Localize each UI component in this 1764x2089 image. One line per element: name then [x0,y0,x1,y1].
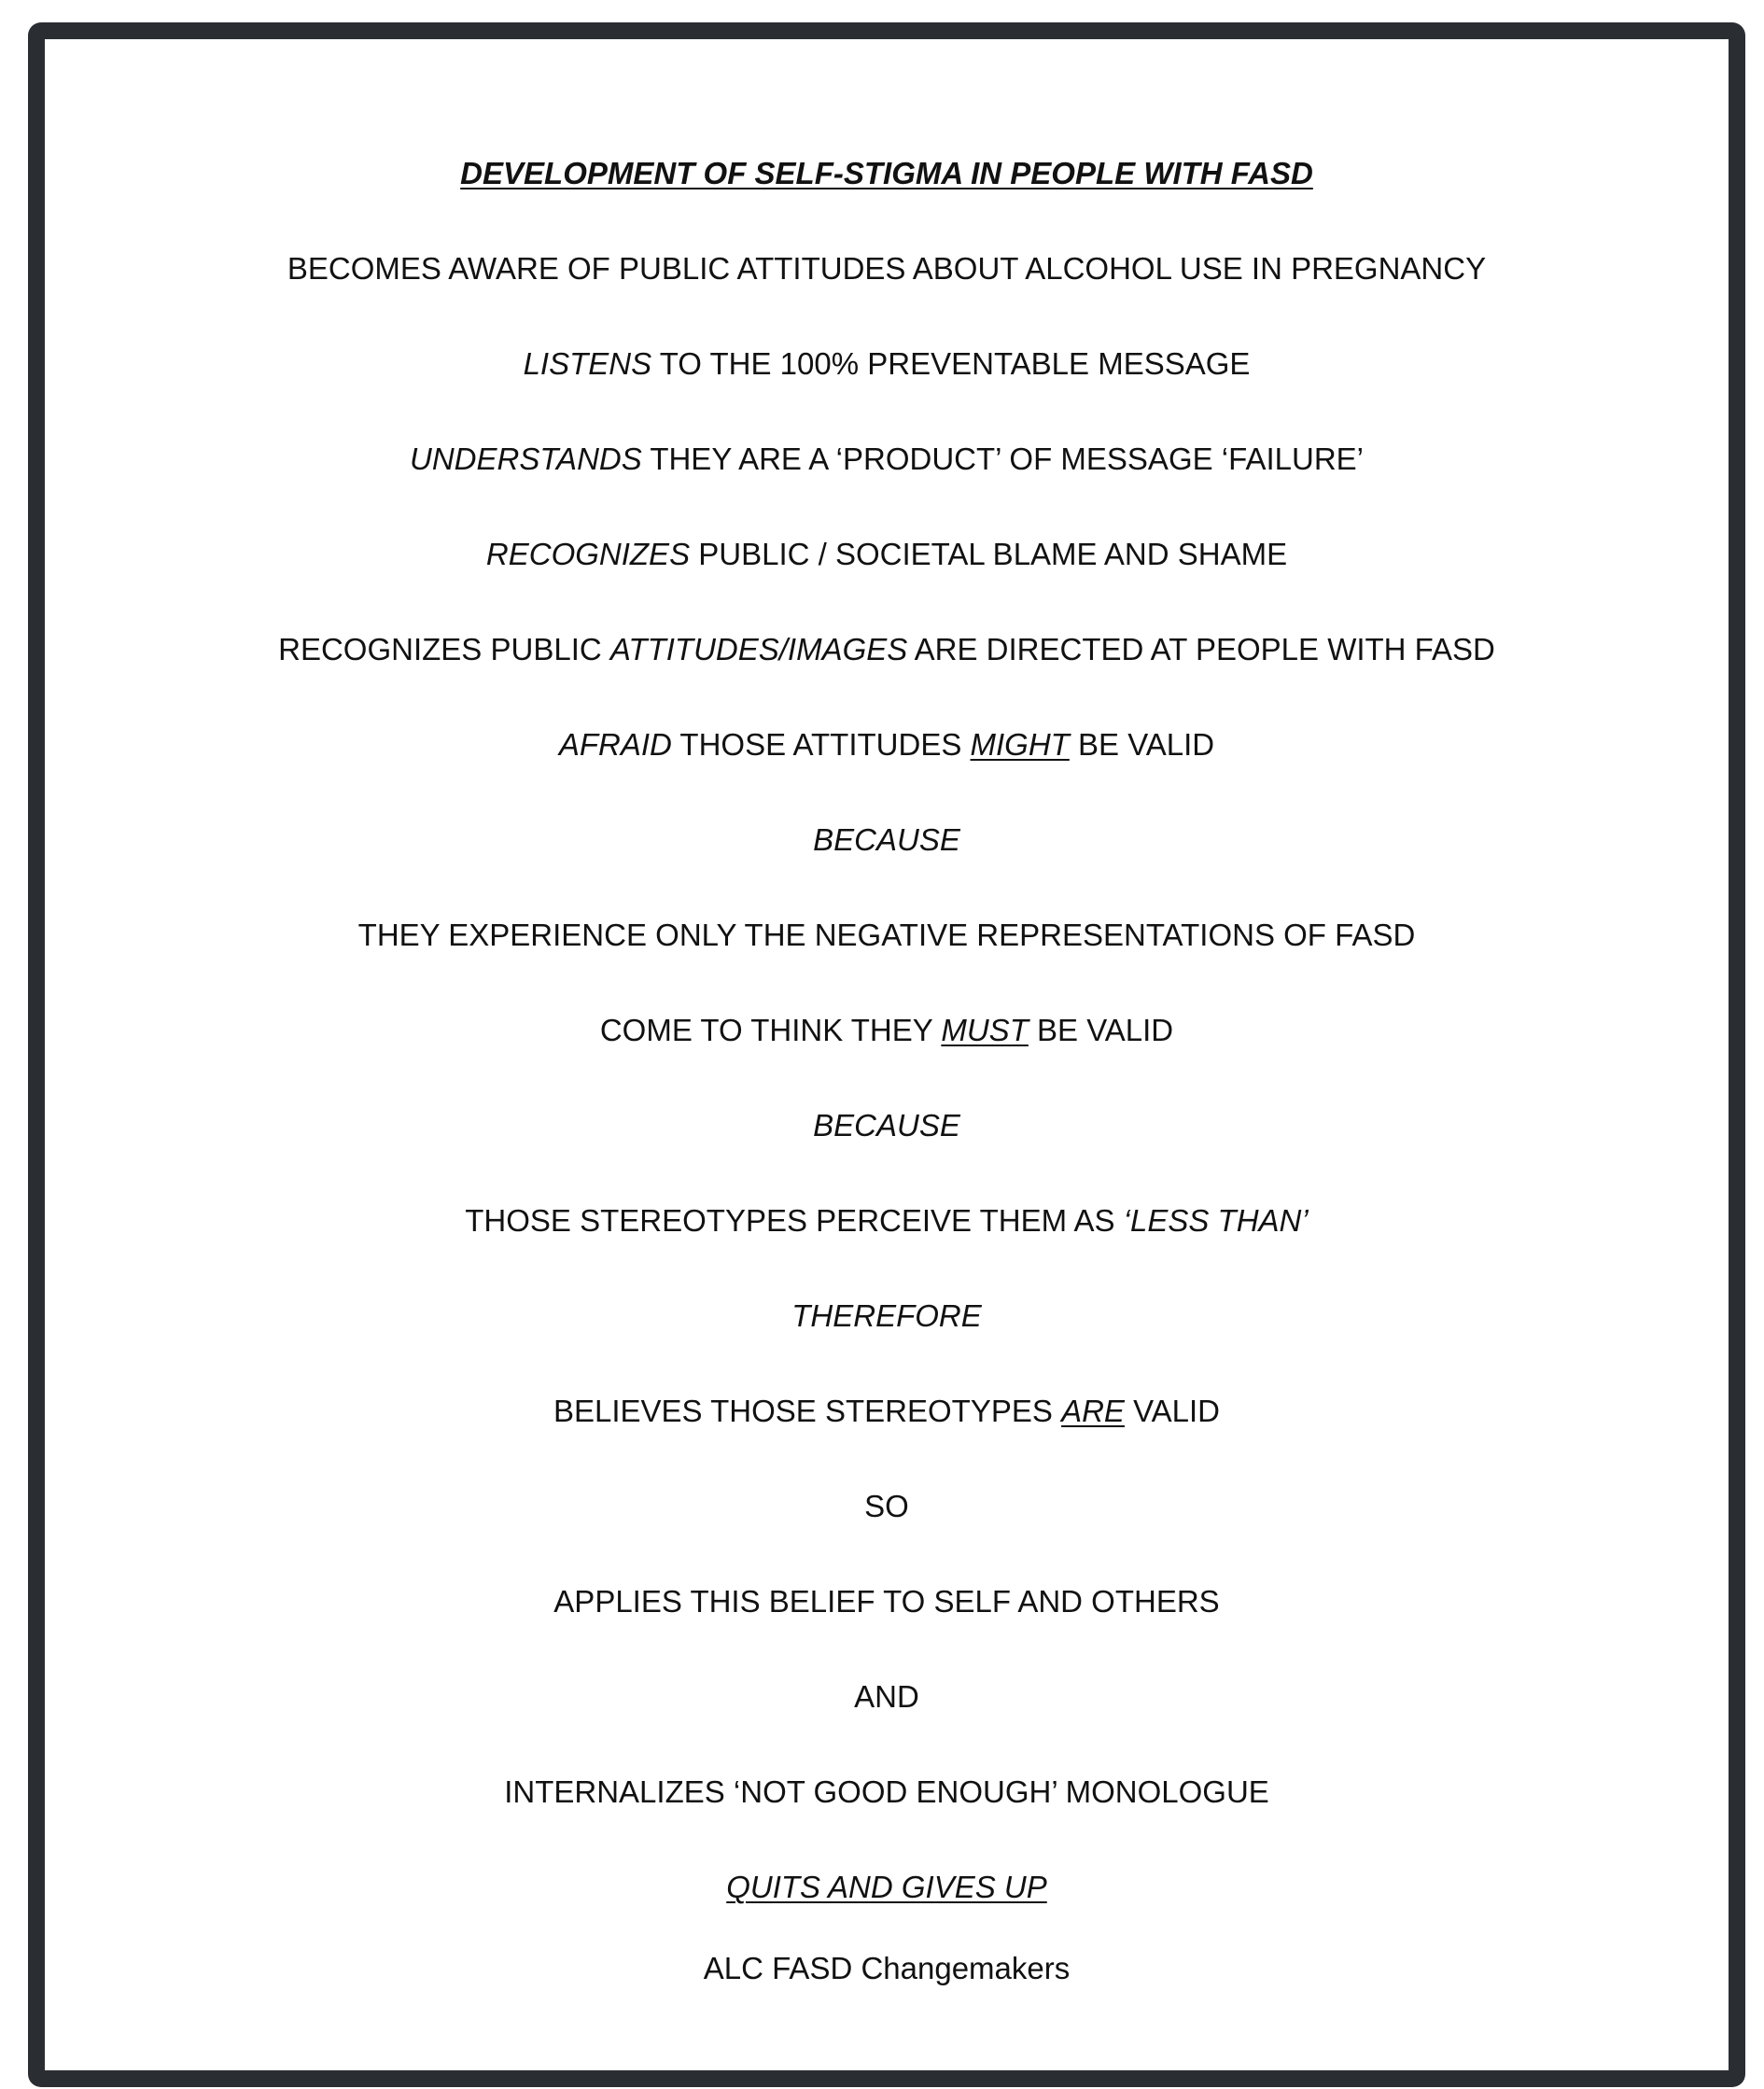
statement-line-2 [45,345,1729,383]
statement-text: RECOGNIZES PUBLIC [278,632,610,666]
statement-text: ARE DIRECTED AT PEOPLE WITH FASD [907,632,1495,666]
statement-text: THOSE ATTITUDES [671,727,971,762]
connector-line-so [45,1488,1729,1525]
statement-text: BELIEVES THOSE STEREOTYPES [553,1394,1062,1428]
emphasis-text: RECOGNIZES [485,537,691,571]
statement-line-6 [45,726,1729,764]
statement-line-1 [45,250,1729,287]
statement-line-3 [45,441,1729,478]
connector-line-therefore [45,1297,1729,1335]
statement-text: BECOMES AWARE OF PUBLIC ATTITUDES ABOUT ALCOHOL USE IN PREGNANCY [287,251,1487,286]
emphasis-text: AFRAID [558,727,672,762]
statement-text: THOSE STEREOTYPES PERCEIVE THEM AS [465,1203,1124,1238]
statement-text: COME TO THINK THEY [599,1013,942,1047]
document-frame [28,22,1745,2087]
statement-line-4 [45,536,1729,573]
emphasis-text: LISTENS [523,346,652,381]
statement-text: APPLIES THIS BELIEF TO SELF AND OTHERS [553,1584,1220,1619]
conclusion-text: QUITS AND GIVES UP [726,1870,1047,1904]
emphasis-text: ‘LESS THAN’ [1123,1203,1309,1238]
statement-text: THEY EXPERIENCE ONLY THE NEGATIVE REPRESENTATIONS OF FASD [357,918,1416,952]
underlined-emphasis-text: MUST [941,1013,1029,1047]
underlined-emphasis-text: ARE [1061,1394,1125,1428]
emphasis-text: ATTITUDES/IMAGES [609,632,908,666]
connector-line-and [45,1678,1729,1716]
statement-line-9 [45,1012,1729,1049]
statement-line-13 [45,1393,1729,1430]
statement-text: THEY ARE A ‘PRODUCT’ OF MESSAGE ‘FAILURE’ [641,442,1364,476]
document-title: DEVELOPMENT OF SELF-STIGMA IN PEOPLE WITH FASD [460,156,1313,190]
statement-text: TO THE 100% PREVENTABLE MESSAGE [651,346,1251,381]
underlined-emphasis-text: MIGHT [970,727,1070,762]
connector-text: AND [854,1679,919,1714]
statement-text: INTERNALIZES ‘NOT GOOD ENOUGH’ MONOLOGUE [504,1774,1269,1809]
emphasis-text: UNDERSTANDS [410,442,642,476]
connector-text: BECAUSE [813,1108,960,1143]
statement-line-5 [45,631,1729,668]
statement-line-8 [45,917,1729,954]
statement-line-11 [45,1202,1729,1240]
statement-text: PUBLIC / SOCIETAL BLAME AND SHAME [690,537,1288,571]
attribution: ALC FASD Changemakers [703,1951,1071,1985]
conclusion-line [45,1869,1729,1906]
statement-text: BE VALID [1028,1013,1174,1047]
connector-text: BECAUSE [813,822,960,857]
connector-line-because-1 [45,821,1729,859]
statement-text: BE VALID [1069,727,1215,762]
statement-text: VALID [1124,1394,1221,1428]
statement-line-15 [45,1583,1729,1620]
connector-line-because-2 [45,1107,1729,1144]
connector-text: THEREFORE [791,1298,982,1333]
connector-text: SO [864,1489,909,1523]
document-body [45,39,1729,2070]
statement-line-17 [45,1774,1729,1811]
